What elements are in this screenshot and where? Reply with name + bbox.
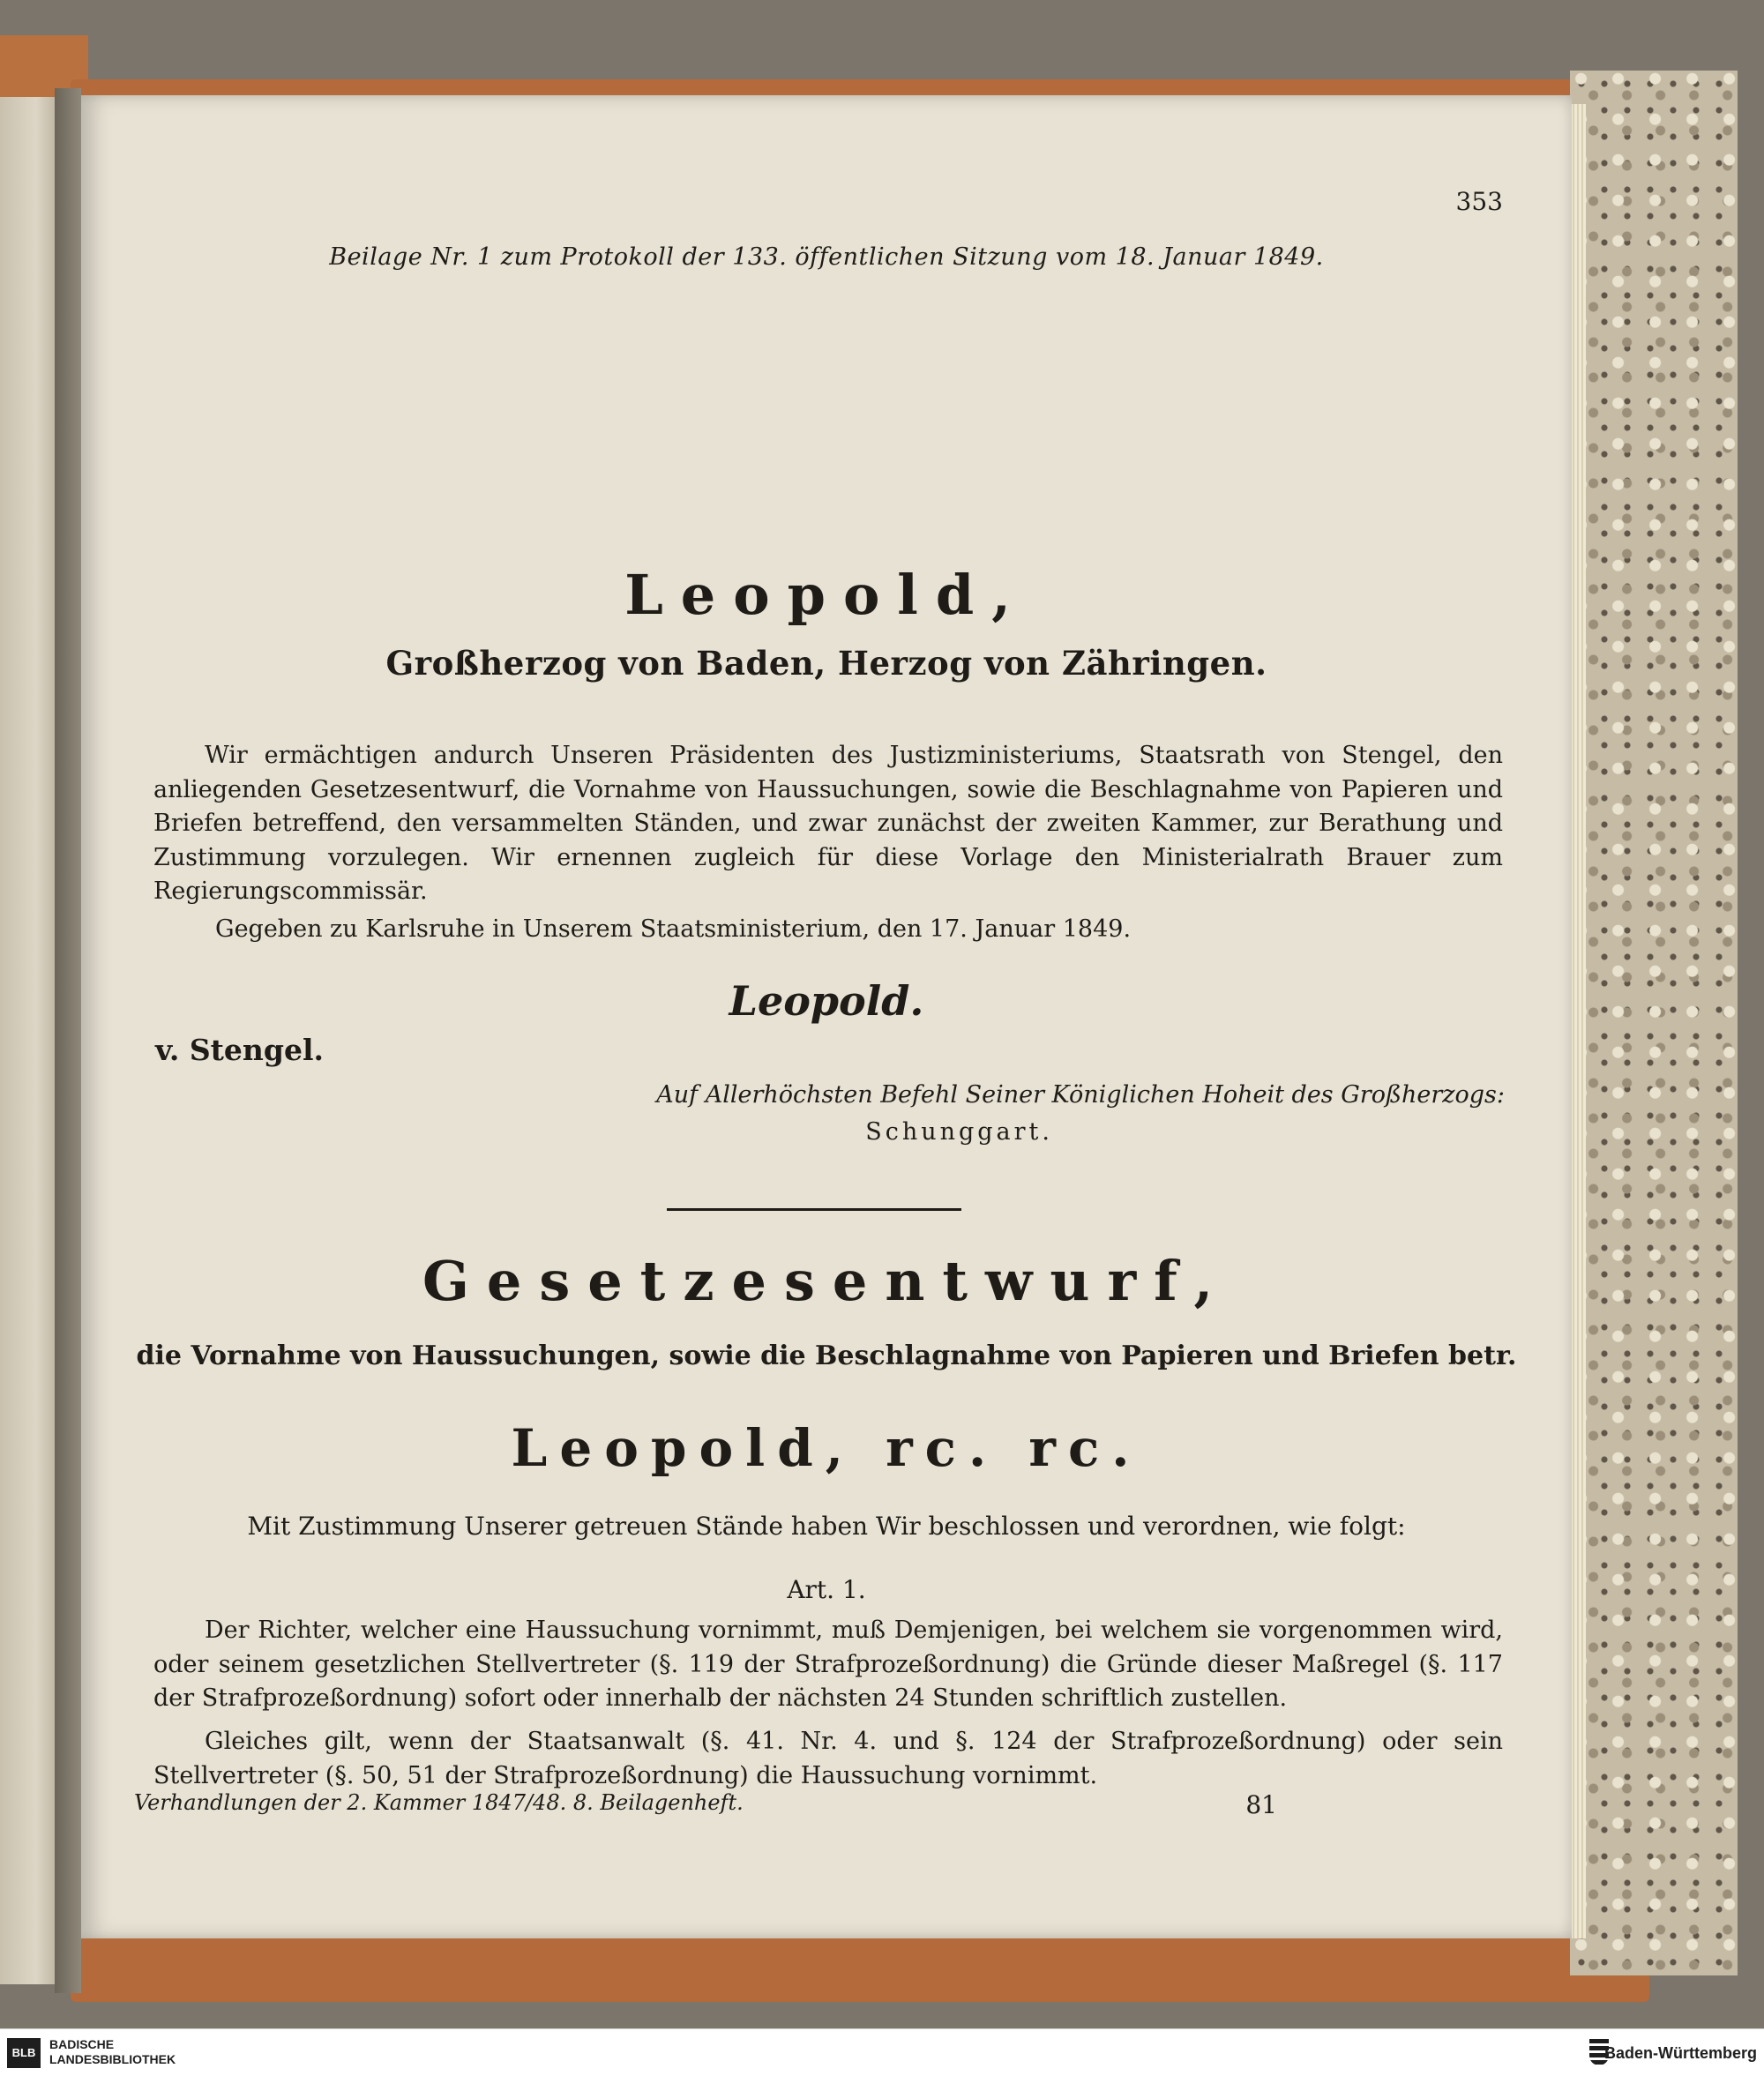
signature: Leopold. [729,977,924,1025]
spine-shadow [55,88,81,1993]
countersignature: v. Stengel. [155,1033,324,1067]
library-bar [0,2028,1764,2076]
sheet-number: 81 [1245,1790,1277,1819]
given-line: Gegeben zu Karlsruhe in Unserem Staatsministerium, den 17. Januar 1849. [215,915,1132,943]
section-divider [667,1208,961,1211]
page-number: 353 [1455,187,1503,216]
footer-text: Verhandlungen der 2. Kammer 1847/48. 8. Beilagenheft. [134,1790,744,1815]
library-name[interactable]: BADISCHE LANDESBIBLIOTHEK [49,2037,176,2066]
enactment-formula: Mit Zustimmung Unserer getreuen Stände haben Wir beschlossen und verordnen, wie folgt: [247,1512,1406,1541]
law-sovereign: Leopold, rc. rc. [511,1418,1142,1478]
sovereign-subtitle: Großherzog von Baden, Herzog von Zähringen. [385,644,1267,683]
law-subtitle: die Vornahme von Haussuchungen, sowie die Beschlagnahme von Papieren und Briefen betr. [136,1340,1517,1371]
article-paragraph-1 [153,1614,1503,1716]
article-heading: Art. 1. [787,1575,866,1604]
marbled-cover [1570,71,1738,1975]
article-paragraph-1-text: Der Richter, welcher eine Haussuchung vornimmt, muß Demjenigen, bei welchem sie vorgenommen wird, oder seinem gesetzlichen Stellvertreter (§. 119 der Strafprozeßordnung) die Gründe dieser Maßregel (§. 117 der Strafprozeßordnung) sofort oder innerhalb der nächsten 24 Stunden schriftlich zustellen. [153,1617,1503,1712]
document-page [81,95,1572,1938]
blb-logo-icon[interactable]: BLB [7,2038,41,2068]
article-paragraph-2-text: Gleiches gilt, wenn der Staatsanwalt (§. 41. Nr. 4. und §. 124 der Strafprozeßordnung) oder sein Stellvertreter (§. 50, 51 der Strafprozeßordnung) die Haussuchung vornimmt. [153,1728,1503,1789]
order-line: Auf Allerhöchsten Befehl Seiner Königlichen Hoheit des Großherzogs: [656,1081,1505,1109]
left-page-edge [0,97,60,1984]
authorization-paragraph [153,739,1503,909]
state-name[interactable]: Baden-Württemberg [1603,2044,1757,2062]
order-name: Schunggart. [865,1118,1053,1146]
header-line: Beilage Nr. 1 zum Protokoll der 133. öffentlichen Sitzung vom 18. Januar 1849. [329,243,1324,271]
law-title: Gesetzesentwurf, [422,1249,1231,1313]
article-paragraph-2 [153,1725,1503,1793]
authorization-text: Wir ermächtigen andurch Unseren Präsidenten des Justizministeriums, Staatsrath von Stengel, den anliegenden Gesetzesentwurf, die Vornahme von Haussuchungen, sowie die Beschlagnahme von Papieren und Briefen betreffend, den versammelten Ständen, und zwar zunächst der zweiten Kammer, zur Berathung und Zustimmung vorzulegen. Wir ernennen zugleich für diese Vorlage den Ministerialrath Brauer zum Regierungscommissär. [153,742,1503,905]
sovereign-title: Leopold, [624,563,1028,627]
